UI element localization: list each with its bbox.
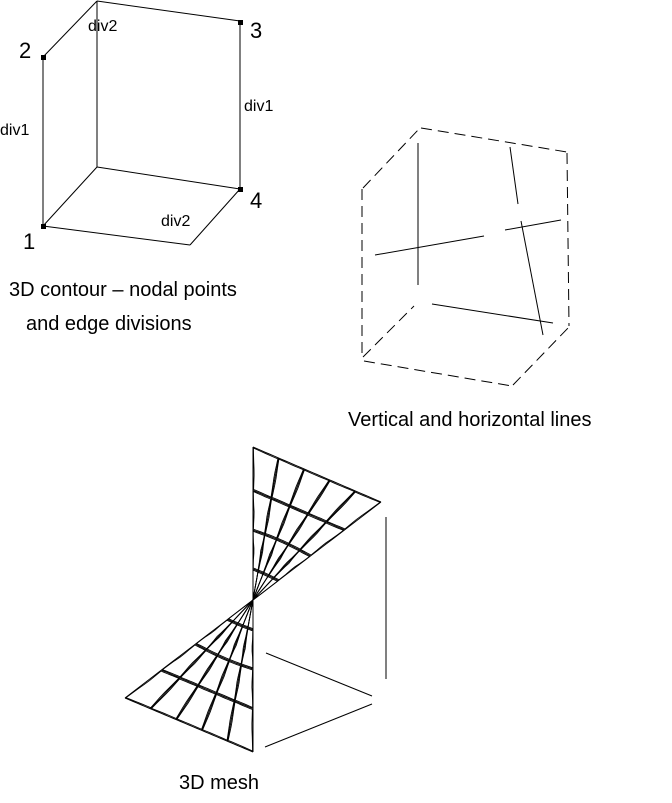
nodal-point-3: [238, 20, 243, 25]
mesh-cell: [163, 645, 206, 677]
dashed-box-edge: [363, 306, 414, 357]
mesh-cell: [218, 625, 242, 659]
mesh-cell: [301, 523, 344, 555]
construction-line: [521, 221, 543, 335]
dashed-box-edge: [513, 327, 569, 385]
dashed-box-edge: [567, 153, 569, 326]
edge-division-label-1: div1: [0, 122, 30, 139]
edge-division-label-0: div2: [88, 18, 118, 35]
contour-edge: [97, 1, 240, 21]
mesh-figure: [125, 447, 386, 752]
mesh-caption: 3D mesh: [179, 772, 260, 794]
nodal-point-1: [41, 224, 46, 229]
dashed-box-edge: [421, 128, 567, 152]
mesh-cell: [253, 448, 277, 497]
node-number-2: 2: [19, 38, 32, 63]
contour-edge: [97, 167, 240, 189]
mesh-cell: [264, 540, 288, 574]
mesh-box-edge: [265, 704, 372, 747]
boxlines-caption: Vertical and horizontal lines: [348, 409, 592, 431]
node-number-4: 4: [250, 188, 263, 213]
mesh-cell: [228, 702, 252, 751]
construction-line: [510, 147, 518, 204]
mesh-cell: [253, 491, 270, 533]
dashed-box-edge: [363, 129, 419, 188]
construction-line: [505, 220, 561, 230]
edge-division-label-3: div2: [161, 213, 191, 230]
mesh-cell: [274, 551, 309, 580]
contour-edge: [190, 189, 240, 245]
mesh-cell: [197, 620, 232, 648]
mesh-cell: [235, 666, 252, 707]
edge-division-label-2: div1: [244, 98, 274, 115]
construction-line: [432, 304, 553, 323]
nodal-point-2: [41, 55, 46, 60]
contour-caption-line2: and edge divisions: [26, 313, 192, 335]
node-number-1: 1: [23, 229, 36, 254]
mesh-box-edge: [266, 653, 372, 696]
contour-edge: [43, 167, 97, 226]
vertical-horizontal-figure: [362, 128, 569, 386]
nodal-point-4: [238, 187, 243, 192]
contour-figure: [41, 1, 243, 245]
contour-caption-line1: 3D contour – nodal points: [9, 279, 237, 301]
dashed-box-edge: [364, 361, 512, 386]
node-number-3: 3: [250, 18, 263, 43]
construction-line: [375, 236, 484, 255]
